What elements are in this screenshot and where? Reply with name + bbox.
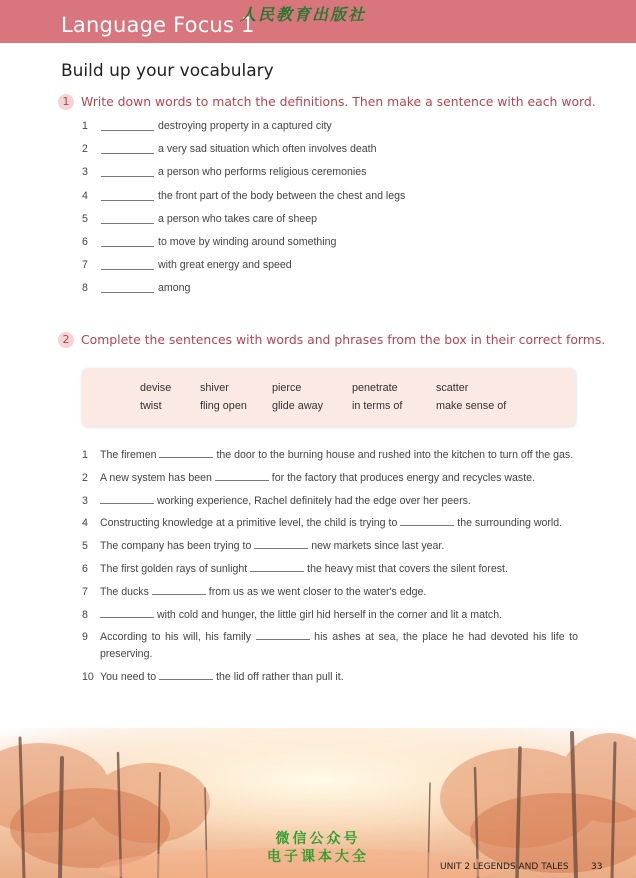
item-number: 2: [82, 143, 88, 156]
item-number: 1: [82, 449, 88, 461]
item-number: 10: [82, 670, 94, 683]
item-number: 4: [82, 517, 88, 530]
word-box-item: shiver: [200, 382, 229, 394]
answer-blank[interactable]: [101, 282, 154, 293]
word-box-item: glide away: [272, 400, 324, 412]
item-number: 8: [82, 282, 88, 295]
item-number: 1: [82, 120, 88, 132]
word-box-item: devise: [140, 382, 172, 394]
sentence-item: [82, 470, 578, 487]
sentence-before: According to his will, his family: [100, 631, 252, 644]
footer-unit: UNIT 2 LEGENDS AND TALES: [440, 862, 569, 872]
sentence-item: [82, 584, 578, 601]
definition-text: the front part of the body between the chest and legs: [158, 189, 406, 202]
sentence-text: [100, 447, 578, 464]
sentence-item: [82, 607, 578, 624]
definition-item: [82, 143, 582, 166]
answer-blank[interactable]: [256, 630, 310, 640]
exercise2-number: 2: [58, 332, 74, 348]
sentence-after: the surrounding world.: [457, 517, 563, 530]
definition-text: with great energy and speed: [158, 259, 292, 272]
answer-blank[interactable]: [250, 562, 304, 572]
word-box-item: in terms of: [352, 400, 403, 412]
sentence-before: Constructing knowledge at a primitive level, the child is trying to: [100, 517, 398, 530]
definition-text: among: [158, 282, 191, 295]
answer-blank[interactable]: [101, 166, 154, 177]
sentence-item: [82, 629, 578, 662]
sentence-before: You need to: [100, 670, 157, 683]
answer-blank[interactable]: [101, 259, 154, 270]
item-number: 5: [82, 212, 88, 225]
sentence-text: [100, 584, 578, 601]
item-number: 4: [82, 189, 88, 202]
answer-blank[interactable]: [152, 585, 206, 595]
sentence-after: the lid off rather than pull it.: [216, 670, 344, 683]
sentence-text: [100, 669, 578, 686]
sentence-before: The ducks: [100, 585, 149, 598]
word-box-item: penetrate: [352, 382, 398, 394]
item-number: 7: [82, 585, 88, 598]
sentence-after: new markets since last year.: [311, 540, 445, 553]
sentence-after: the door to the burning house and rushed into the kitchen to turn off the gas.: [216, 449, 574, 461]
answer-blank[interactable]: [101, 190, 154, 201]
word-box-item: make sense of: [436, 400, 507, 412]
sentence-text: [100, 538, 578, 555]
answer-blank[interactable]: [215, 471, 269, 481]
exercise2-instruction: Complete the sentences with words and phrases from the box in their correct forms.: [81, 332, 606, 347]
answer-blank[interactable]: [101, 236, 154, 247]
sentence-before: The firemen: [100, 449, 157, 461]
answer-blank[interactable]: [400, 516, 454, 526]
exercise1-heading: [58, 94, 596, 110]
sentence-item: [82, 447, 578, 464]
sentence-item: [82, 669, 578, 686]
item-number: 9: [82, 631, 88, 644]
publisher-logo: 人民教育出版社: [240, 5, 367, 24]
answer-blank[interactable]: [159, 448, 213, 458]
exercise1-instruction: Write down words to match the definitions. Then make a sentence with each word.: [81, 94, 596, 109]
item-number: 3: [82, 494, 88, 507]
sentence-text: [100, 470, 578, 487]
definition-item: [82, 282, 582, 305]
sentence-before: A new system has been: [100, 471, 212, 484]
definition-list: [82, 120, 582, 306]
sentence-item: [82, 515, 578, 532]
definition-item: [82, 120, 582, 143]
item-number: 8: [82, 608, 88, 621]
answer-blank[interactable]: [101, 120, 154, 131]
exercise1-number: 1: [58, 94, 74, 110]
definition-item: [82, 236, 582, 259]
item-number: 6: [82, 562, 88, 575]
answer-blank[interactable]: [159, 670, 213, 680]
definition-text: a person who performs religious ceremonies: [158, 166, 367, 179]
sentence-after: with cold and hunger, the little girl hid herself in the corner and lit a match.: [156, 608, 503, 621]
sentence-text: [100, 561, 578, 578]
page-header: [0, 0, 636, 43]
watermark-line-1: 微信公众号: [275, 831, 361, 847]
forest-illustration: [0, 728, 636, 878]
definition-item: [82, 166, 582, 189]
sentence-after: his ashes at sea, the place he had devoted his life to preserving.: [100, 631, 578, 660]
item-number: 5: [82, 540, 88, 553]
word-box: [82, 368, 576, 426]
exercise2-heading: [58, 332, 605, 348]
word-box-item: pierce: [272, 382, 302, 394]
sentence-text: [100, 629, 578, 662]
sentence-before: The company has been trying to: [100, 540, 252, 553]
definition-item: [82, 190, 582, 213]
answer-blank[interactable]: [254, 539, 308, 549]
answer-blank[interactable]: [101, 143, 154, 154]
answer-blank[interactable]: [100, 608, 154, 618]
item-number: 6: [82, 235, 88, 248]
sentence-text: [100, 493, 578, 510]
watermark-line-2: 电子课本大全: [267, 849, 369, 865]
sentence-after: the heavy mist that covers the silent forest.: [307, 562, 508, 575]
sentence-before: The first golden rays of sunlight: [100, 562, 248, 575]
footer-page-number: 33: [591, 862, 603, 872]
section-title: Build up your vocabulary: [61, 61, 274, 81]
word-box-item: twist: [140, 400, 162, 412]
item-number: 3: [82, 166, 88, 179]
word-box-item: scatter: [436, 382, 469, 394]
sentence-list: [82, 447, 578, 691]
definition-text: a very sad situation which often involves death: [158, 143, 377, 156]
definition-text: a person who takes care of sheep: [158, 212, 318, 225]
item-number: 2: [82, 471, 88, 484]
sentence-text: [100, 607, 578, 624]
sentence-after: working experience, Rachel definitely had the edge over her peers.: [156, 494, 471, 507]
sentence-after: from us as we went closer to the water's edge.: [208, 585, 427, 598]
header-title: Language Focus 1: [61, 13, 255, 37]
word-box-item: fling open: [200, 400, 247, 412]
sentence-item: [82, 561, 578, 578]
sentence-item: [82, 493, 578, 510]
definition-item: [82, 259, 582, 282]
item-number: 7: [82, 259, 88, 272]
sentence-text: [100, 515, 578, 532]
sentence-after: for the factory that produces energy and recycles waste.: [271, 471, 536, 484]
definition-item: [82, 213, 582, 236]
definition-text: to move by winding around something: [158, 235, 337, 248]
sentence-item: [82, 538, 578, 555]
answer-blank[interactable]: [101, 213, 154, 224]
definition-text: destroying property in a captured city: [158, 120, 332, 132]
answer-blank[interactable]: [100, 494, 154, 504]
